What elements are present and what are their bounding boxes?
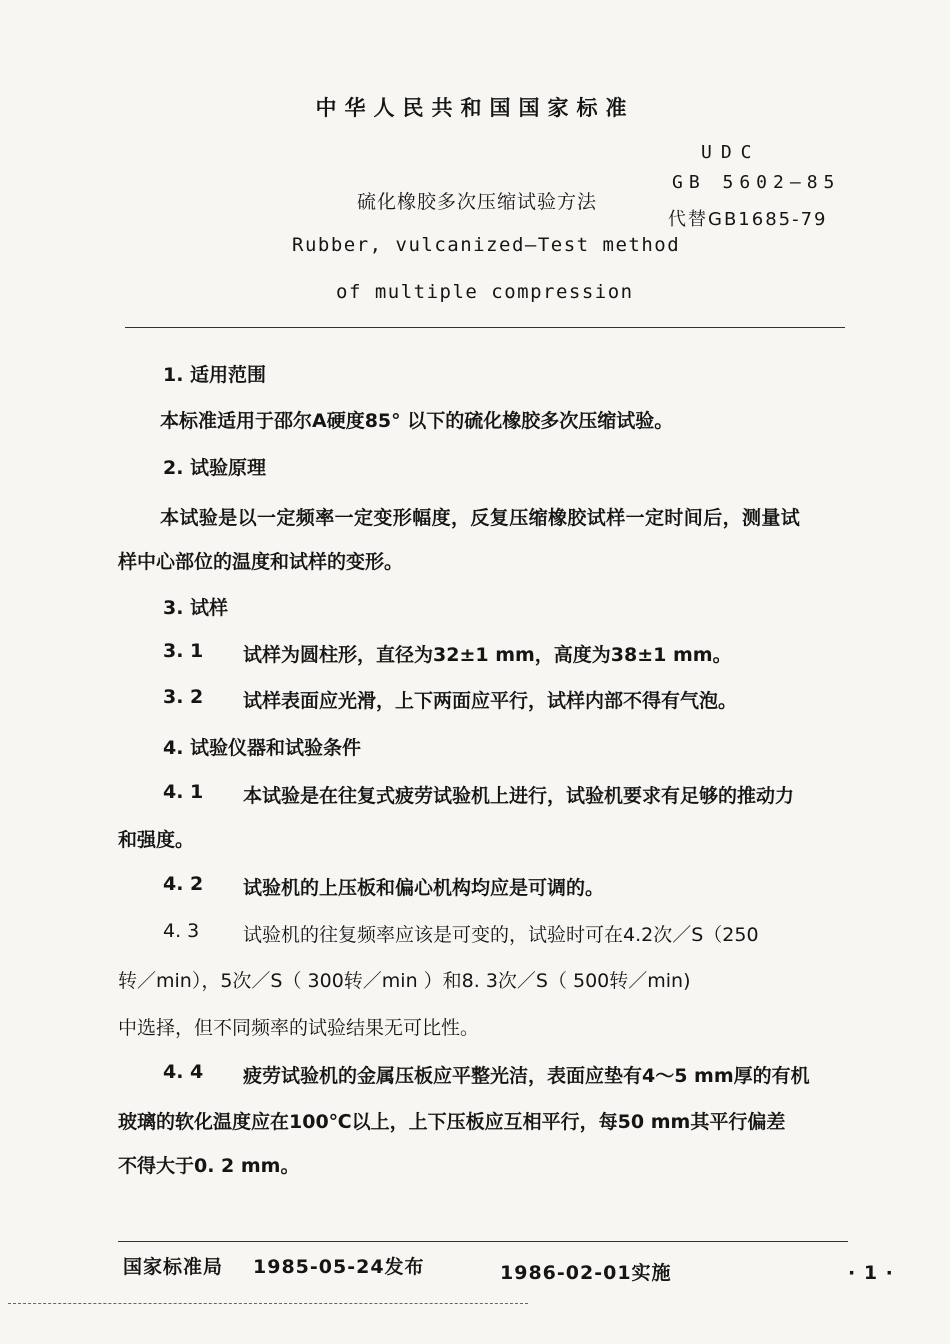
- section-4-1-number: 4. 1: [163, 781, 204, 803]
- section-4-3-text-line1: 试验机的往复频率应该是可变的，试验时可在4.2次／S（250: [243, 924, 759, 946]
- section-4-1-text-line2: 和强度。: [118, 829, 195, 851]
- section-4-4-text-line2: 玻璃的软化温度应在100℃以上，上下压板应互相平行，每50 mm其平行偏差: [118, 1111, 786, 1133]
- section-4-4-number: 4. 4: [163, 1061, 204, 1083]
- section-1-text: 本标准适用于邵尔A硬度85° 以下的硫化橡胶多次压缩试验。: [160, 410, 674, 432]
- footer-bottom-line: [8, 1303, 528, 1304]
- section-1-heading: 1. 适用范围: [163, 364, 267, 386]
- section-2-heading: 2. 试验原理: [163, 457, 267, 479]
- section-4-2-text: 试验机的上压板和偏心机构均应是可调的。: [243, 877, 605, 899]
- section-4-3-text-line2: 转／min），5次／S（ 300转／min ）和8. 3次／S（ 500转／min): [118, 970, 691, 992]
- document-title-en-line1: Rubber, vulcanized—Test method: [292, 234, 681, 256]
- section-3-1-text: 试样为圆柱形，直径为32±1 mm，高度为38±1 mm。: [243, 644, 732, 666]
- page-number: · 1 ·: [848, 1262, 894, 1284]
- udc-label: UDC: [701, 142, 761, 163]
- header-divider: [125, 327, 845, 328]
- section-2-text-line1: 本试验是以一定频率一定变形幅度，反复压缩橡胶试样一定时间后，测量试: [160, 507, 801, 529]
- document-title-en-line2: of multiple compression: [336, 281, 634, 303]
- replaces-standard: 代替GB1685-79: [668, 209, 828, 230]
- section-4-heading: 4. 试验仪器和试验条件: [163, 737, 362, 759]
- issue-date: 1985-05-24发布: [253, 1256, 425, 1278]
- section-3-1-number: 3. 1: [163, 640, 204, 662]
- section-4-4-text-line1: 疲劳试验机的金属压板应平整光洁，表面应垫有4～5 mm厚的有机: [243, 1065, 810, 1087]
- effective-date: 1986-02-01实施: [500, 1262, 672, 1284]
- section-4-1-text-line1: 本试验是在往复式疲劳试验机上进行，试验机要求有足够的推动力: [243, 785, 795, 807]
- section-4-4-text-line3: 不得大于0. 2 mm。: [118, 1155, 300, 1177]
- footer-divider: [118, 1241, 848, 1242]
- section-4-2-number: 4. 2: [163, 873, 204, 895]
- section-2-text-line2: 样中心部位的温度和试样的变形。: [118, 551, 404, 573]
- standard-number: GB 5602—85: [672, 172, 841, 193]
- issuing-authority: 国家标准局: [123, 1256, 224, 1278]
- standard-header-title: 中华人民共和国国家标准: [315, 96, 635, 120]
- section-3-heading: 3. 试样: [163, 597, 229, 619]
- section-3-2-text: 试样表面应光滑，上下两面应平行，试样内部不得有气泡。: [243, 690, 738, 712]
- section-4-3-number: 4. 3: [163, 920, 200, 942]
- section-4-3-text-line3: 中选择，但不同频率的试验结果无可比性。: [118, 1017, 480, 1039]
- section-3-2-number: 3. 2: [163, 686, 204, 708]
- document-title-cn: 硫化橡胶多次压缩试验方法: [357, 191, 598, 213]
